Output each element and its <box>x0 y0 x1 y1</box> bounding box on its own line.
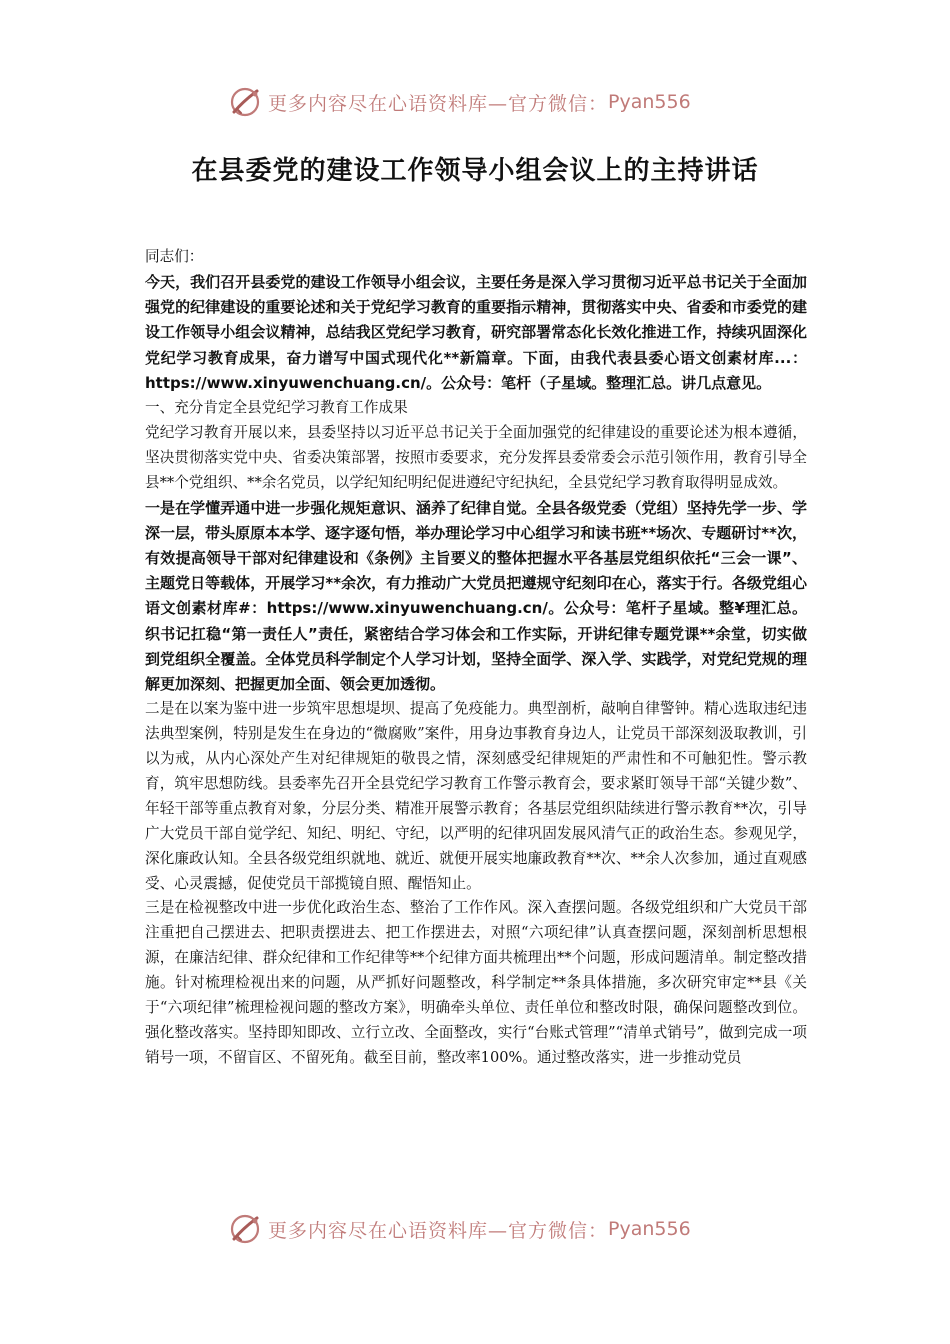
footer-banner <box>228 1211 728 1247</box>
banner-text: 更多内容尽在心语资料库—官方微信： <box>268 1219 609 1242</box>
banner-text: 更多内容尽在心语资料库—官方微信： <box>268 92 609 115</box>
body-paragraph-bold: 一是在学懂弄通中进一步强化规矩意识、涵养了纪律自觉。全县各级党委（党组）坚持先学一步、学深一层，带头原原本本学、逐字逐句悟，举办理论学习中心组学习和读书班**场次、专题研讨**次，有效提高领导干部对纪律建设和《条例》主旨要义的整体把握水平各基层党组织依托“三会一课”、主题党日等载体，开展学习**余次，有力推动广大党员把遵规守纪刻印在心，落实于行。各级党组心语文创素材库#：https://www.xinyuwenchuang.cn/。公众号：笔杆子星域。整¥理汇总。织书记扛稳“第一责任人”责任，紧密结合学习体会和工作实际，开讲纪律专题党课**余堂，切实做到党组织全覆盖。全体党员科学制定个人学习计划，坚持全面学、深入学、实践学，对党纪党规的理解更加深刻、把握更加全面、领会更加透彻。 <box>145 498 807 693</box>
body-paragraph: 党纪学习教育开展以来，县委坚持以习近平总书记关于全面加强党的纪律建设的重要论述为根本遵循，坚决贯彻落实党中央、省委决策部署，按照市委要求，充分发挥县委常委会示范引领作用，教育引导全县**个党组织、**余名党员，以学纪知纪明纪促进遵纪守纪执纪，全县党纪学习教育取得明显成效。 <box>145 423 807 491</box>
body-paragraph: 二是在以案为鉴中进一步筑牢思想堤坝、提高了免疫能力。典型剖析，敲响自律警钟。精心选取违纪违法典型案例，特别是发生在身边的“微腐败”案件，用身边事教育身边人，让党员干部深刻汲取教训，引以为戒，从内心深处产生对纪律规矩的敬畏之情，深刻感受纪律规矩的严肃性和不可触犯性。警示教育，筑牢思想防线。县委率先召开全县党纪学习教育工作警示教育会，要求紧盯领导干部“关键少数”、年轻干部等重点教育对象，分层分类、精准开展警示教育；各基层党组织陆续进行警示教育**次，引导广大党员干部自觉学纪、知纪、明纪、守纪，以严明的纪律巩固发展风清气正的政治生态。参观见学，深化廉政认知。全县各级党组织就地、就近、就便开展实地廉政教育**次、**余人次参加，通过直观感受、心灵震撼，促使党员干部揽镜自照、醒悟知止。 <box>145 700 807 892</box>
banner-wechat-id: Pyan556 <box>608 1218 691 1240</box>
brush-logo-icon <box>228 1212 262 1246</box>
section-heading: 一、充分肯定全县党纪学习教育工作成果 <box>145 398 408 416</box>
intro-paragraph: 今天，我们召开县委党的建设工作领导小组会议，主要任务是深入学习贯彻习近平总书记关于全面加强党的纪律建设的重要论述和关于党纪学习教育的重要指示精神，贯彻落实中央、省委和市委党的建设工作领导小组会议精神，总结我区党纪学习教育，研究部署常态化长效化推进工作，持续巩固深化党纪学习教育成果，奋力谱写中国式现代化**新篇章。下面，由我代表县委心语文创素材库...：https://www.xinyuwenchuang.cn/。公众号：笔杆（子星域。整理汇总。讲几点意见。 <box>145 272 807 392</box>
brush-logo-icon <box>228 85 262 119</box>
body-paragraph: 三是在检视整改中进一步优化政治生态、整治了工作作风。深入查摆问题。各级党组织和广大党员干部注重把自己摆进去、把职责摆进去、把工作摆进去，对照“六项纪律”认真查摆问题，深刻剖析思想根源，在廉洁纪律、群众纪律和工作纪律等**个纪律方面共梳理出**个问题，形成问题清单。制定整改措施。针对梳理检视出来的问题，从严抓好问题整改，科学制定**条具体措施，多次研究审定**县《关于“六项纪律”梳理检视问题的整改方案》，明确牵头单位、责任单位和整改时限，确保问题整改到位。强化整改落实。坚持即知即改、立行立改、全面整改，实行“台账式管理”“清单式销号”，做到完成一项销号一项，不留盲区、不留死角。截至目前，整改率100%。通过整改落实，进一步推动党员 <box>145 899 807 1066</box>
document-title: 在县委党的建设工作领导小组会议上的主持讲话 <box>191 156 759 186</box>
banner-wechat-id: Pyan556 <box>608 91 691 113</box>
document-body <box>145 245 807 1071</box>
header-banner <box>228 84 728 120</box>
salutation: 同志们： <box>145 248 204 265</box>
